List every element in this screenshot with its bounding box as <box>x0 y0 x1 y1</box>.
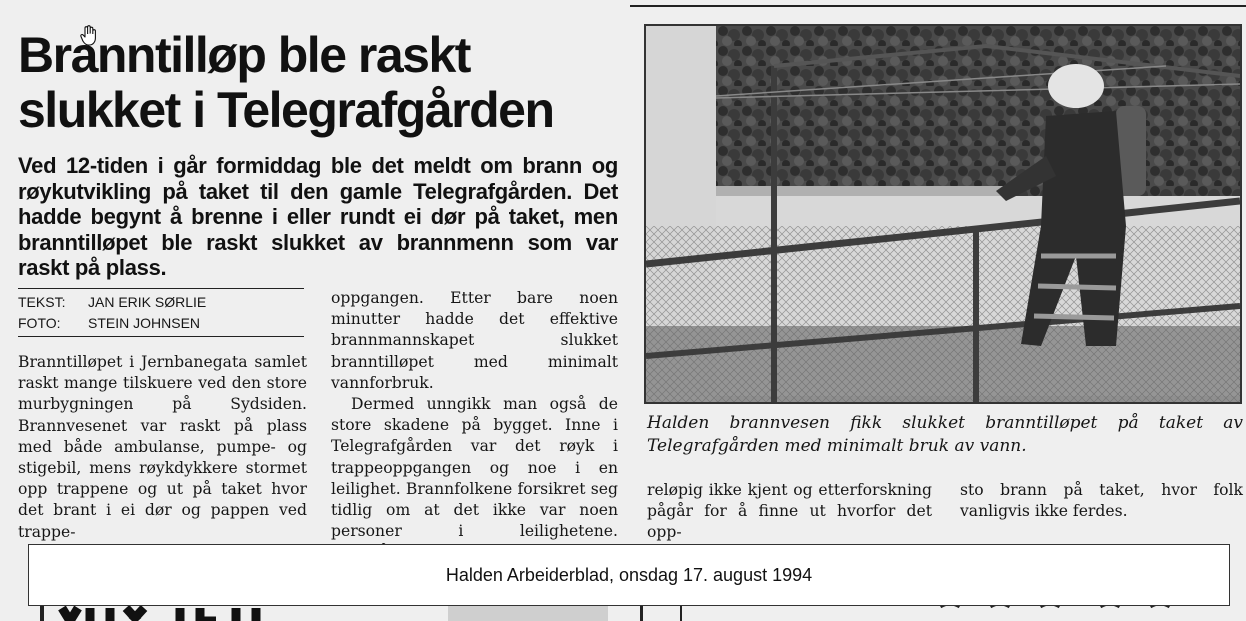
article-lead: Ved 12-tiden i går formiddag ble det meldt om brann og røykutvikling på taket til den gamle Telegrafgården. Det hadde begynt å brenne i eller rundt ei dør på taket, men branntilløpet ble raskt slukket av brannmenn som var raskt på plass. <box>18 153 618 280</box>
body-column-4 <box>960 480 1243 522</box>
firefighter-on-roof-image <box>646 26 1240 402</box>
body-paragraph: Branntilløpet i Jernbanegata samlet raskt mange tilskuere ved den store murbygningen på Sydsiden. Brannvesenet var raskt på plass med både ambulanse, pumpe- og stigebil, mens røykdykkere stormet opp trappene og ut på taket hvor det brant i ei dør og pappen ved trappe- <box>18 353 307 541</box>
body-paragraph: reløpig ikke kjent og etterforskning pågår for å finne ut hvorfor det opp- <box>647 481 932 542</box>
byline-text-label: TEKST: <box>18 294 66 310</box>
top-rule <box>630 5 1246 7</box>
source-text: Halden Arbeiderblad, onsdag 17. august 1994 <box>445 564 813 585</box>
byline-photo-label: FOTO: <box>18 315 61 331</box>
body-column-1 <box>18 352 307 543</box>
article-headline <box>18 28 628 138</box>
headline-line-2: slukket i Telegrafgården <box>18 82 554 138</box>
byline-text-name: JAN ERIK SØRLIE <box>88 294 207 310</box>
body-column-2 <box>331 288 618 564</box>
body-paragraph: sto brann på taket, hvor folk vanligvis ikke ferdes. <box>960 481 1243 521</box>
byline-text-row <box>18 292 304 313</box>
headline-line-1: Branntilløp ble raskt <box>18 27 470 83</box>
photo-caption: Halden brannvesen fikk slukket branntilløpet på taket av Telegrafgården med minimalt bruk av vann. <box>647 413 1243 456</box>
body-column-3 <box>647 480 932 544</box>
byline-photo-name: STEIN JOHNSEN <box>88 315 201 331</box>
article-photo <box>644 24 1242 404</box>
byline <box>18 288 304 337</box>
source-caption-box <box>28 544 1230 606</box>
byline-photo-row <box>18 313 304 334</box>
body-paragraph: oppgangen. Etter bare noen minutter hadde det effektive brannmannskapet slukket branntilløpet med minimalt vannforbruk. <box>331 289 618 392</box>
body-paragraph: Dermed unngikk man også de store skadene på bygget. Inne i Telegrafgården var det røyk i trappeoppgangen og noe i en leilighet. Brannfolkene forsikret seg tidlig om at det ikke var noen personer i leilighetene. <box>331 395 618 541</box>
